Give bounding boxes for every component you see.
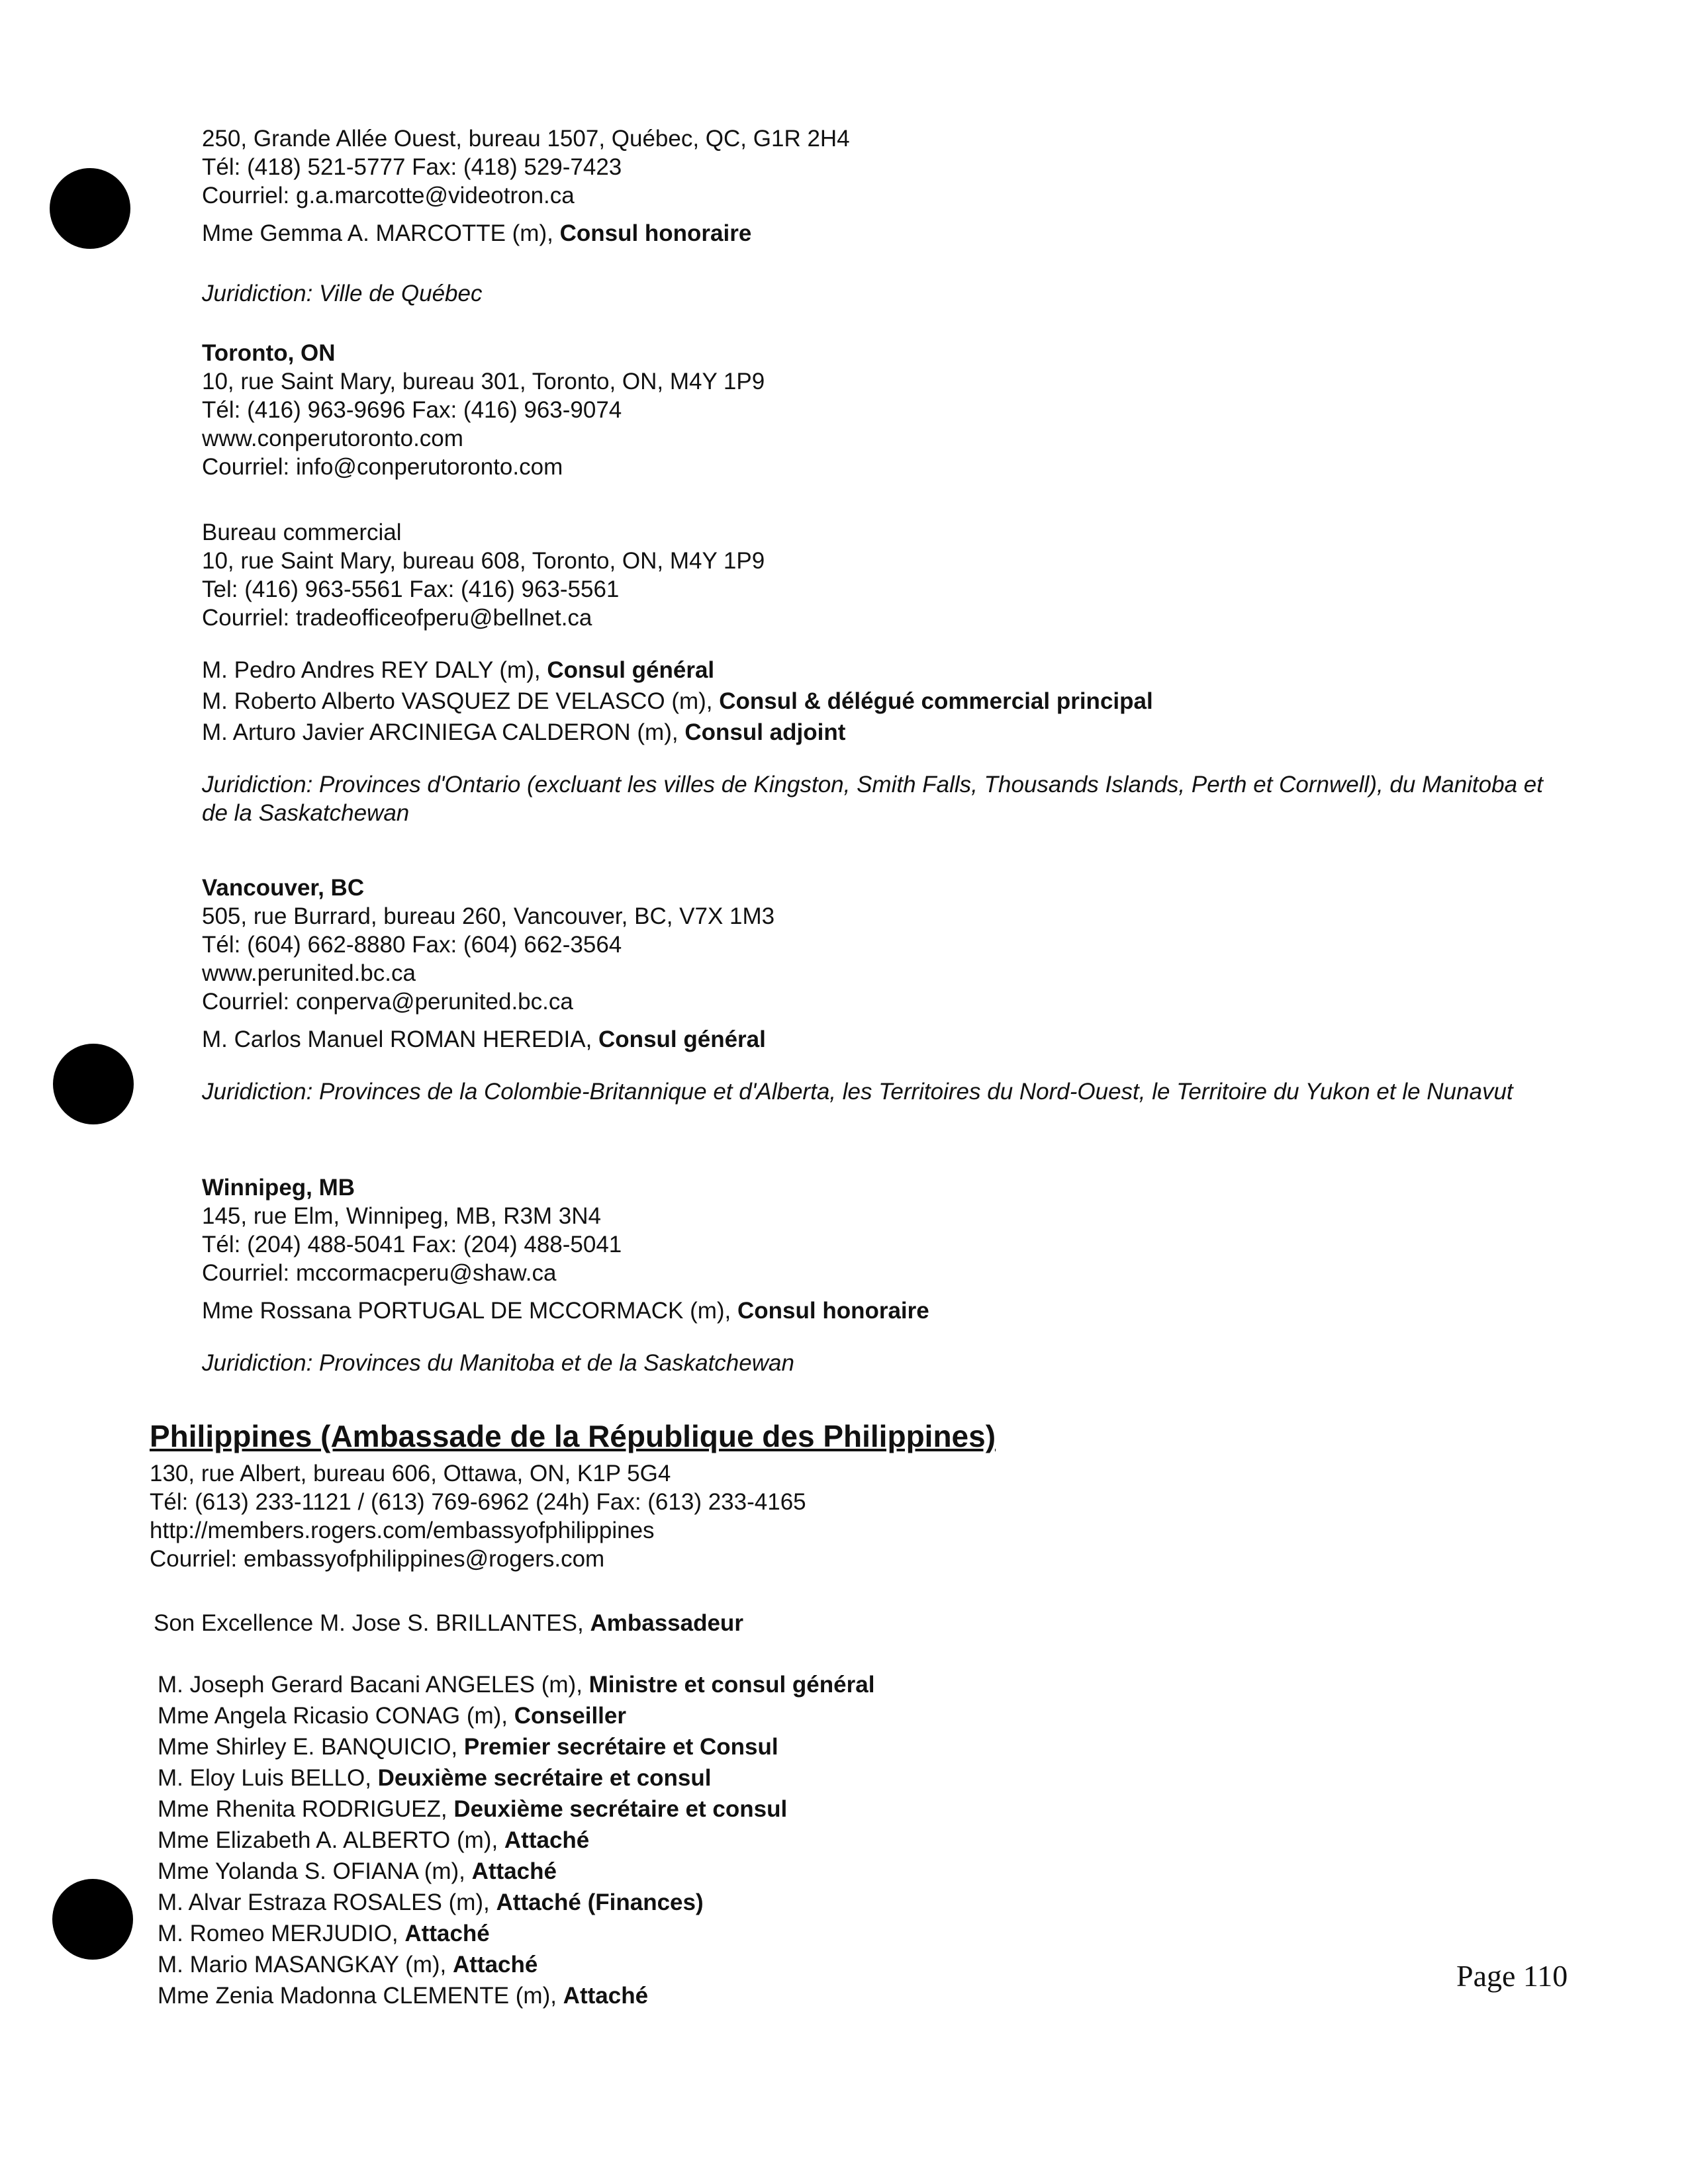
winnipeg-jurisdiction: Juridiction: Provinces du Manitoba et de la Saskatchewan: [202, 1350, 794, 1376]
trade-office-phone: Tel: (416) 963-5561 Fax: (416) 963-5561: [202, 576, 620, 602]
person-title: Consul & délégué commercial principal: [719, 688, 1153, 714]
person-name: M. Joseph Gerard Bacani ANGELES (m),: [158, 1672, 589, 1698]
person-title: Ministre et consul général: [588, 1672, 875, 1698]
vancouver-phone: Tél: (604) 662-8880 Fax: (604) 662-3564: [202, 932, 622, 958]
person-title: Conseiller: [514, 1703, 626, 1729]
person-title: Ambassadeur: [590, 1610, 743, 1636]
person-name: M. Mario MASANGKAY (m),: [158, 1952, 453, 1978]
person-title: Consul général: [547, 657, 715, 683]
person-name: Mme Rossana PORTUGAL DE MCCORMACK (m),: [202, 1298, 737, 1324]
vancouver-web: www.perunited.bc.ca: [202, 960, 416, 986]
person-name: M. Pedro Andres REY DALY (m),: [202, 657, 547, 683]
trade-office-heading: Bureau commercial: [202, 520, 402, 545]
person-title: Attaché: [404, 1921, 490, 1946]
toronto-person: [202, 656, 1552, 684]
philippines-ambassador: [154, 1609, 1504, 1637]
person-name: Mme Yolanda S. OFIANA (m),: [158, 1858, 472, 1884]
toronto-email: Courriel: info@conperutoronto.com: [202, 454, 563, 480]
vancouver-address: 505, rue Burrard, bureau 260, Vancouver, BC, V7X 1M3: [202, 903, 775, 929]
philippines-staff-list: [158, 1669, 1508, 2011]
toronto-person: [202, 687, 1552, 715]
person-title: Deuxième secrétaire et consul: [453, 1796, 788, 1822]
staff-entry: [158, 1700, 1508, 1731]
philippines-address: 130, rue Albert, bureau 606, Ottawa, ON, K1P 5G4: [150, 1461, 671, 1486]
toronto-web: www.conperutoronto.com: [202, 426, 463, 451]
person-title: Attaché: [452, 1952, 538, 1978]
person-title: Deuxième secrétaire et consul: [377, 1765, 712, 1791]
person-name: Mme Rhenita RODRIGUEZ,: [158, 1796, 454, 1822]
person-title: Consul honoraire: [559, 220, 752, 246]
person-name: M. Romeo MERJUDIO,: [158, 1921, 405, 1946]
philippines-heading: Philippines (Ambassade de la République des Philippines): [150, 1419, 996, 1453]
vancouver-person: [202, 1025, 1552, 1054]
toronto-consulate: [202, 339, 1552, 827]
vancouver-consulate: [202, 874, 1552, 1106]
person-name: Mme Angela Ricasio CONAG (m),: [158, 1703, 514, 1729]
toronto-phone: Tél: (416) 963-9696 Fax: (416) 963-9074: [202, 397, 622, 423]
trade-office-email: Courriel: tradeofficeofperu@bellnet.ca: [202, 605, 592, 631]
vancouver-heading: Vancouver, BC: [202, 875, 365, 901]
ambassador-entry: [154, 1609, 1504, 1637]
person-name: M. Carlos Manuel ROMAN HEREDIA,: [202, 1026, 599, 1052]
winnipeg-heading: Winnipeg, MB: [202, 1175, 355, 1201]
quebec-jurisdiction: Juridiction: Ville de Québec: [202, 281, 483, 306]
staff-entry: [158, 1669, 1508, 1700]
staff-entry: [158, 1918, 1508, 1949]
quebec-address: 250, Grande Allée Ouest, bureau 1507, Québec, QC, G1R 2H4: [202, 126, 850, 152]
staff-entry: [158, 1794, 1508, 1825]
toronto-person: [202, 718, 1552, 747]
philippines-email: Courriel: embassyofphilippines@rogers.com: [150, 1546, 605, 1572]
person-name: M. Alvar Estraza ROSALES (m),: [158, 1889, 496, 1915]
philippines-contact: [150, 1459, 1500, 1573]
staff-entry: [158, 1887, 1508, 1918]
philippines-web: http://members.rogers.com/embassyofphilippines: [150, 1518, 655, 1543]
punch-hole: [50, 168, 130, 249]
person-name: Son Excellence M. Jose S. BRILLANTES,: [154, 1610, 590, 1636]
person-title: Attaché: [504, 1827, 590, 1853]
winnipeg-email: Courriel: mccormacperu@shaw.ca: [202, 1260, 557, 1286]
winnipeg-address: 145, rue Elm, Winnipeg, MB, R3M 3N4: [202, 1203, 602, 1229]
punch-hole: [52, 1879, 133, 1960]
person-name: Mme Elizabeth A. ALBERTO (m),: [158, 1827, 504, 1853]
staff-entry: [158, 1762, 1508, 1794]
quebec-phone: Tél: (418) 521-5777 Fax: (418) 529-7423: [202, 154, 622, 180]
vancouver-email: Courriel: conperva@perunited.bc.ca: [202, 989, 573, 1015]
toronto-jurisdiction: Juridiction: Provinces d'Ontario (excluant les villes de Kingston, Smith Falls, Thousands Islands, Perth et Cornwell), du Manitoba et de la Saskatchewan: [202, 772, 1543, 826]
person-title: Consul honoraire: [737, 1298, 929, 1324]
person-name: Mme Shirley E. BANQUICIO,: [158, 1734, 464, 1760]
person-name: Mme Gemma A. MARCOTTE (m),: [202, 220, 560, 246]
staff-entry: [158, 1949, 1508, 1980]
person-name: M. Roberto Alberto VASQUEZ DE VELASCO (m),: [202, 688, 720, 714]
person-name: M. Arturo Javier ARCINIEGA CALDERON (m),: [202, 719, 685, 745]
person-title: Attaché: [563, 1983, 649, 2009]
punch-hole: [53, 1044, 134, 1124]
person-name: M. Eloy Luis BELLO,: [158, 1765, 378, 1791]
person-name: Mme Zenia Madonna CLEMENTE (m),: [158, 1983, 563, 2009]
toronto-address: 10, rue Saint Mary, bureau 301, Toronto, ON, M4Y 1P9: [202, 369, 765, 394]
philippines-phone: Tél: (613) 233-1121 / (613) 769-6962 (24h) Fax: (613) 233-4165: [150, 1489, 806, 1515]
staff-entry: [158, 1731, 1508, 1762]
quebec-person: [202, 219, 1552, 248]
staff-entry: [158, 1825, 1508, 1856]
person-title: Consul général: [598, 1026, 766, 1052]
winnipeg-phone: Tél: (204) 488-5041 Fax: (204) 488-5041: [202, 1232, 622, 1257]
person-title: Attaché (Finances): [496, 1889, 704, 1915]
winnipeg-consulate: [202, 1173, 1552, 1377]
person-title: Attaché: [471, 1858, 557, 1884]
vancouver-jurisdiction: Juridiction: Provinces de la Colombie-Britannique et d'Alberta, les Territoires du Nord-Ouest, le Territoire du Yukon et le Nunavut: [202, 1079, 1513, 1105]
person-title: Premier secrétaire et Consul: [463, 1734, 778, 1760]
staff-entry: [158, 1856, 1508, 1887]
winnipeg-person: [202, 1297, 1552, 1325]
page-number: Page 110: [1456, 1959, 1568, 1993]
staff-entry: [158, 1980, 1508, 2011]
toronto-heading: Toronto, ON: [202, 340, 336, 366]
trade-office-address: 10, rue Saint Mary, bureau 608, Toronto, ON, M4Y 1P9: [202, 548, 765, 574]
person-title: Consul adjoint: [684, 719, 846, 745]
quebec-consulate: [202, 124, 1552, 308]
quebec-email: Courriel: g.a.marcotte@videotron.ca: [202, 183, 575, 208]
